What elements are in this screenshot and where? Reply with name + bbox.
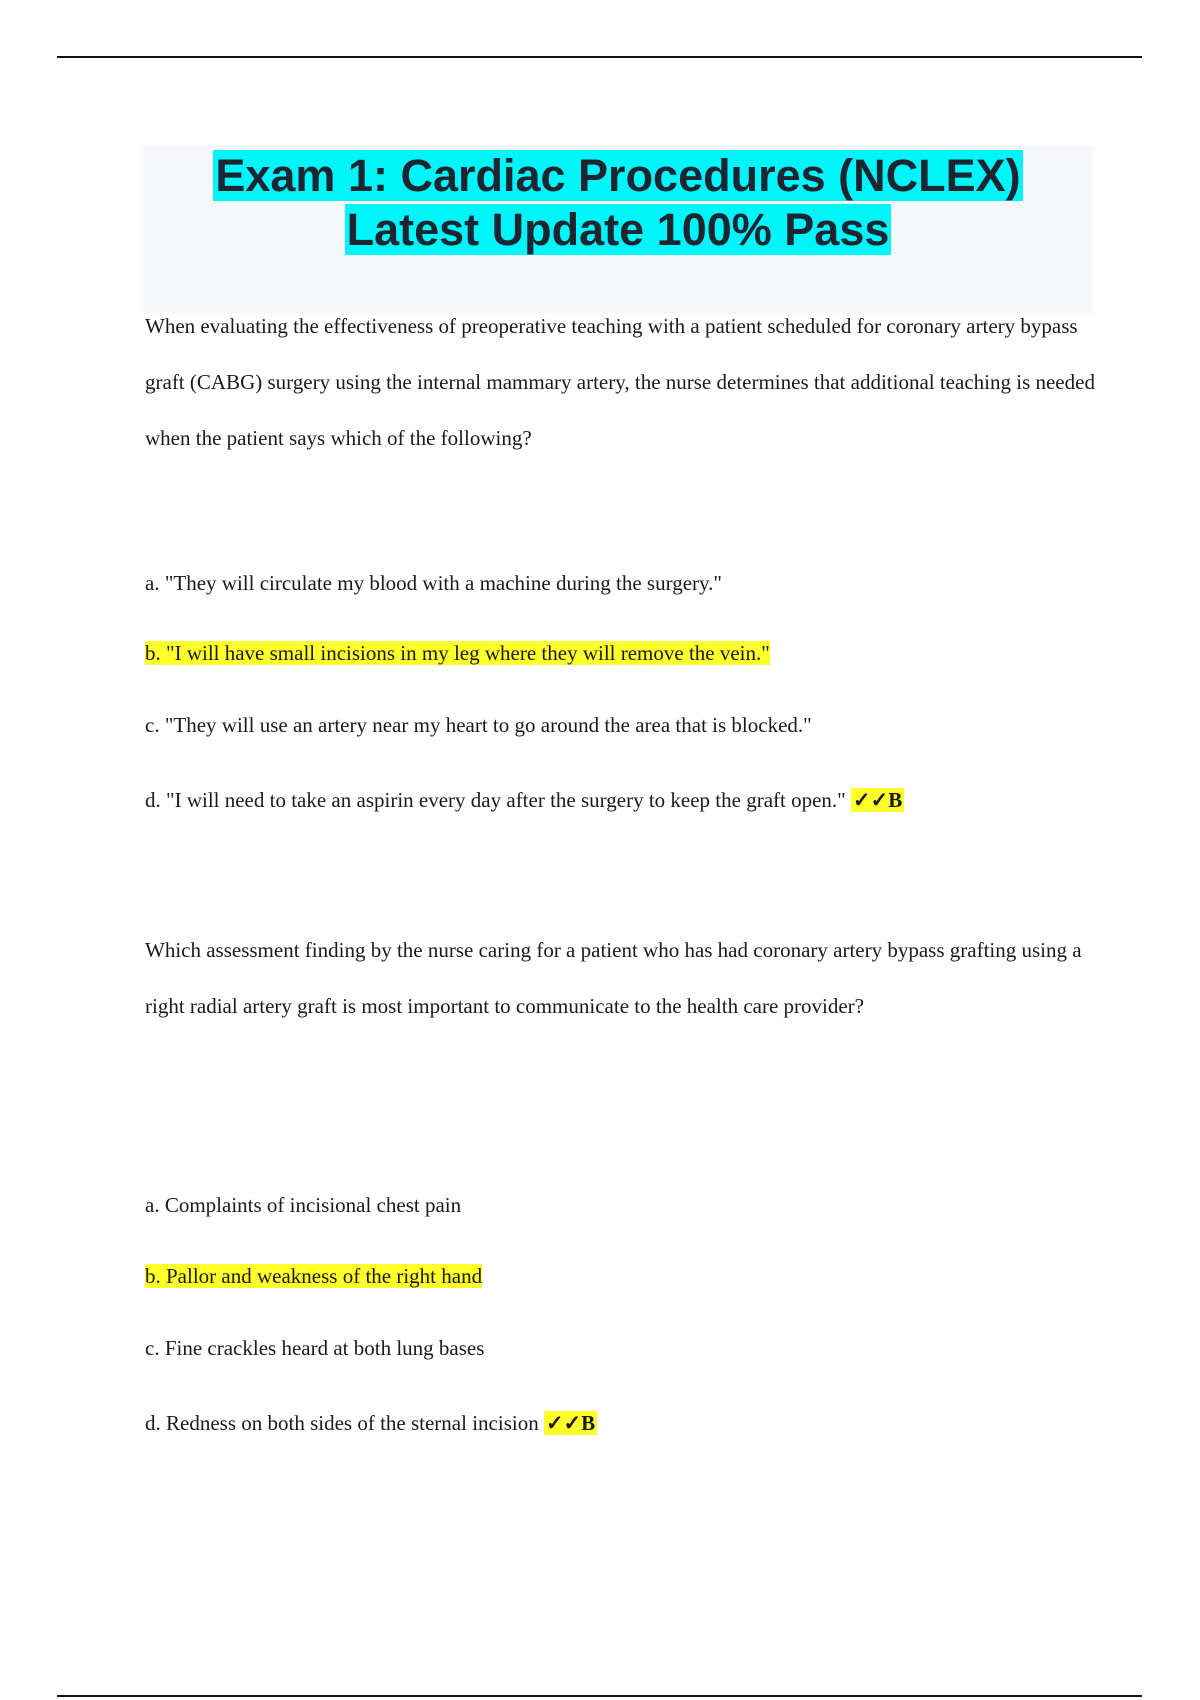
title-block xyxy=(143,145,1093,313)
answer-key-badge: ✓✓B xyxy=(853,788,903,812)
question-2-option-d xyxy=(145,1409,597,1437)
correct-answer-highlight: b. Pallor and weakness of the right hand xyxy=(145,1264,483,1288)
question-2-option-c: c. Fine crackles heard at both lung bases xyxy=(145,1336,485,1360)
question-1-option-a: a. "They will circulate my blood with a machine during the surgery." xyxy=(145,571,722,595)
bottom-rule xyxy=(57,1695,1142,1697)
question-2-option-b xyxy=(145,1262,482,1290)
option-d-text: d. "I will need to take an aspirin every day after the surgery to keep the graft open." xyxy=(145,788,846,812)
answer-key-badge: ✓✓B xyxy=(545,1411,596,1435)
question-2-text: Which assessment finding by the nurse caring for a patient who has had coronary artery bypass grafting using a right radial artery graft is most important to communicate to the health care provider? xyxy=(145,938,1082,1018)
document-title-line-2: Latest Update 100% Pass xyxy=(346,204,890,255)
question-2-option-a: a. Complaints of incisional chest pain xyxy=(145,1193,462,1217)
document-title-line-1: Exam 1: Cardiac Procedures (NCLEX) xyxy=(215,150,1021,201)
correct-answer-highlight: b. "I will have small incisions in my leg where they will remove the vein." xyxy=(145,641,770,665)
question-1-option-d xyxy=(145,786,904,814)
top-rule xyxy=(57,56,1142,58)
question-1-option-b xyxy=(145,639,770,667)
question-1-text: When evaluating the effectiveness of preoperative teaching with a patient scheduled for coronary artery bypass graft (CABG) surgery using the internal mammary artery, the nurse determines that additional teaching is needed when the patient says which of the following? xyxy=(145,314,1095,450)
question-1-option-c: c. "They will use an artery near my heart to go around the area that is blocked." xyxy=(145,713,812,737)
option-d-text: d. Redness on both sides of the sternal incision xyxy=(145,1411,539,1435)
